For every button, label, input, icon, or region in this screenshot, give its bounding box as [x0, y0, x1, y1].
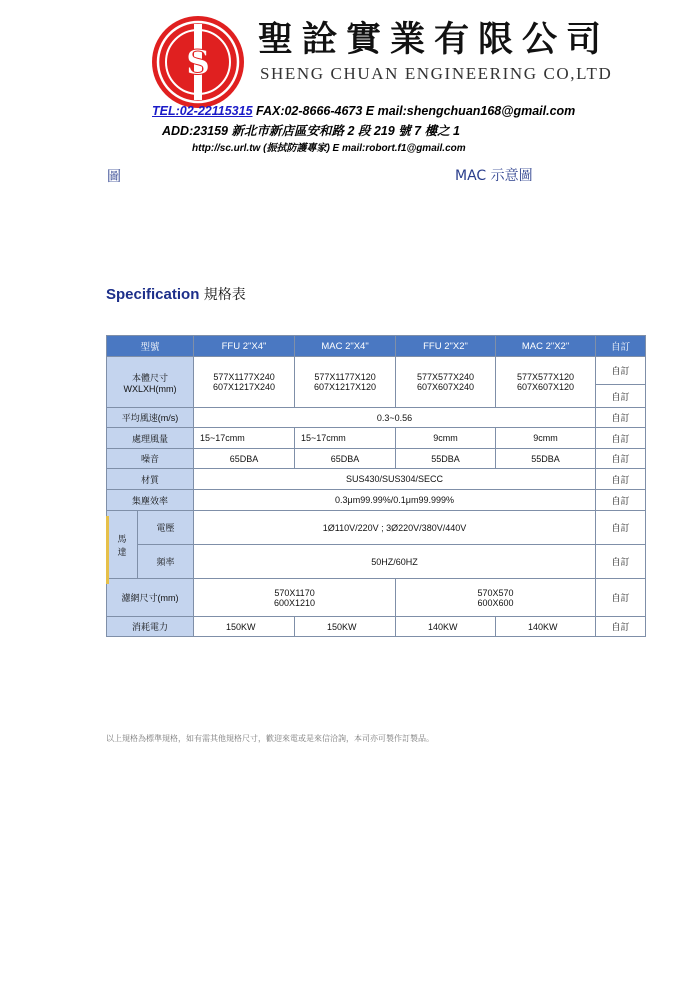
- table-row: [107, 617, 646, 637]
- footnote: 以上規格為標準規格，如有需其他規格尺寸，歡迎來電或是來信洽詢，本司亦可製作訂製品。: [106, 734, 434, 743]
- table-row: [107, 469, 646, 490]
- frequency-label: 頻率: [138, 545, 194, 579]
- fax-mail: FAX:02-8666-4673 E mail:shengchuan168@gmail.com: [252, 104, 576, 118]
- header-ffu-2x4: FFU 2"X4": [194, 336, 295, 357]
- custom-cell: 自訂: [596, 357, 646, 385]
- filter-label: 濾網尺寸(mm): [107, 579, 194, 617]
- power-value: 150KW: [295, 617, 396, 637]
- svg-text:S: S: [185, 43, 211, 83]
- spec-title-cn: 規格表: [199, 287, 246, 303]
- motor-label-char: 馬: [117, 533, 127, 544]
- figure-label-left: 圖: [107, 169, 121, 185]
- custom-cell: 自訂: [596, 490, 646, 511]
- company-logo: [150, 14, 246, 110]
- dim-value: 577X577X240: [416, 372, 475, 382]
- web-line: http://sc.url.tw (振拭防護專家) E mail:robort.f1@gmail.com: [192, 143, 466, 154]
- power-value: 140KW: [496, 617, 596, 637]
- custom-cell: 自訂: [596, 617, 646, 637]
- table-row: [107, 428, 646, 449]
- table-row: [107, 545, 646, 579]
- velocity-label: 平均風速(m/s): [107, 408, 194, 428]
- efficiency-label: 集塵效率: [107, 490, 194, 511]
- dim-value: 607X1217X240: [212, 382, 276, 392]
- dim-value: 577X1177X240: [213, 372, 275, 382]
- motor-label-char: 達: [117, 546, 127, 557]
- custom-cell: 自訂: [596, 385, 646, 408]
- velocity-value: 0.3~0.56: [194, 408, 596, 428]
- spec-title: [106, 284, 246, 304]
- power-label: 消耗電力: [107, 617, 194, 637]
- motor-label: [107, 511, 138, 579]
- material-label: 材質: [107, 469, 194, 490]
- noise-label: 噪音: [107, 449, 194, 469]
- airflow-label: 處理風量: [107, 428, 194, 449]
- dimension-cell: [194, 357, 295, 408]
- spec-table: [106, 335, 646, 637]
- contact-line-1: [152, 104, 575, 118]
- header-custom: 自訂: [596, 336, 646, 357]
- custom-cell: 自訂: [596, 408, 646, 428]
- frequency-value: 50HZ/60HZ: [194, 545, 596, 579]
- dim-value: 577X1177X120: [314, 372, 376, 382]
- dim-value: 577X577X120: [516, 372, 575, 382]
- header-mac-2x2: MAC 2"X2": [496, 336, 596, 357]
- custom-cell: 自訂: [596, 579, 646, 617]
- table-row: [107, 408, 646, 428]
- filter-size: 600X600: [477, 597, 514, 608]
- company-name-en: SHENG CHUAN ENGINEERING CO,LTD: [260, 64, 613, 83]
- airflow-value: 9cmm: [396, 428, 496, 449]
- filter-size: 570X1170: [274, 587, 315, 598]
- figure-label-mac: MAC 示意圖: [455, 168, 533, 184]
- dimension-cell: [295, 357, 396, 408]
- address-line: ADD:23159 新北市新店區安和路 2 段 219 號 7 樓之 1: [162, 124, 460, 138]
- table-row: [107, 357, 646, 385]
- material-value: SUS430/SUS304/SECC: [194, 469, 596, 490]
- custom-cell: 自訂: [596, 428, 646, 449]
- table-row: [107, 511, 646, 545]
- voltage-label: 電壓: [138, 511, 194, 545]
- airflow-value: 15~17cmm: [295, 428, 396, 449]
- filter-size: 600X1210: [273, 597, 316, 608]
- dimension-cell: [396, 357, 496, 408]
- tel-link[interactable]: TEL:02-22115315: [152, 104, 253, 118]
- airflow-value: 9cmm: [496, 428, 596, 449]
- power-value: 150KW: [194, 617, 295, 637]
- table-row: [107, 579, 646, 617]
- dim-value: 607X1217X120: [313, 382, 377, 392]
- header-ffu-2x2: FFU 2"X2": [396, 336, 496, 357]
- table-header-row: [107, 336, 646, 357]
- header-model: 型號: [107, 336, 194, 357]
- custom-cell: 自訂: [596, 545, 646, 579]
- noise-value: 65DBA: [194, 449, 295, 469]
- custom-cell: 自訂: [596, 469, 646, 490]
- company-name-cn: 聖詮實業有限公司: [258, 19, 611, 60]
- motor-accent-strip: [106, 516, 109, 584]
- noise-value: 65DBA: [295, 449, 396, 469]
- dimension-label-cn: 本體尺寸: [132, 372, 169, 383]
- noise-value: 55DBA: [396, 449, 496, 469]
- custom-cell: 自訂: [596, 449, 646, 469]
- dimension-cell: [496, 357, 596, 408]
- efficiency-value: 0.3μm99.99%/0.1μm99.999%: [194, 490, 596, 511]
- power-value: 140KW: [396, 617, 496, 637]
- voltage-value: 1Ø110V/220V ; 3Ø220V/380V/440V: [194, 511, 596, 545]
- table-row: [107, 449, 646, 469]
- dim-value: 607X607X240: [416, 382, 475, 392]
- table-row: [107, 490, 646, 511]
- custom-cell: 自訂: [596, 511, 646, 545]
- filter-size: 570X570: [477, 587, 514, 598]
- filter-value-2x4: [194, 579, 396, 617]
- noise-value: 55DBA: [496, 449, 596, 469]
- dimension-label: [107, 357, 194, 408]
- dimension-label-unit: WXLXH(mm): [123, 383, 177, 394]
- airflow-value: 15~17cmm: [194, 428, 295, 449]
- dim-value: 607X607X120: [516, 382, 575, 392]
- filter-value-2x2: [396, 579, 596, 617]
- header-mac-2x4: MAC 2"X4": [295, 336, 396, 357]
- spec-title-en: Specification: [106, 286, 200, 303]
